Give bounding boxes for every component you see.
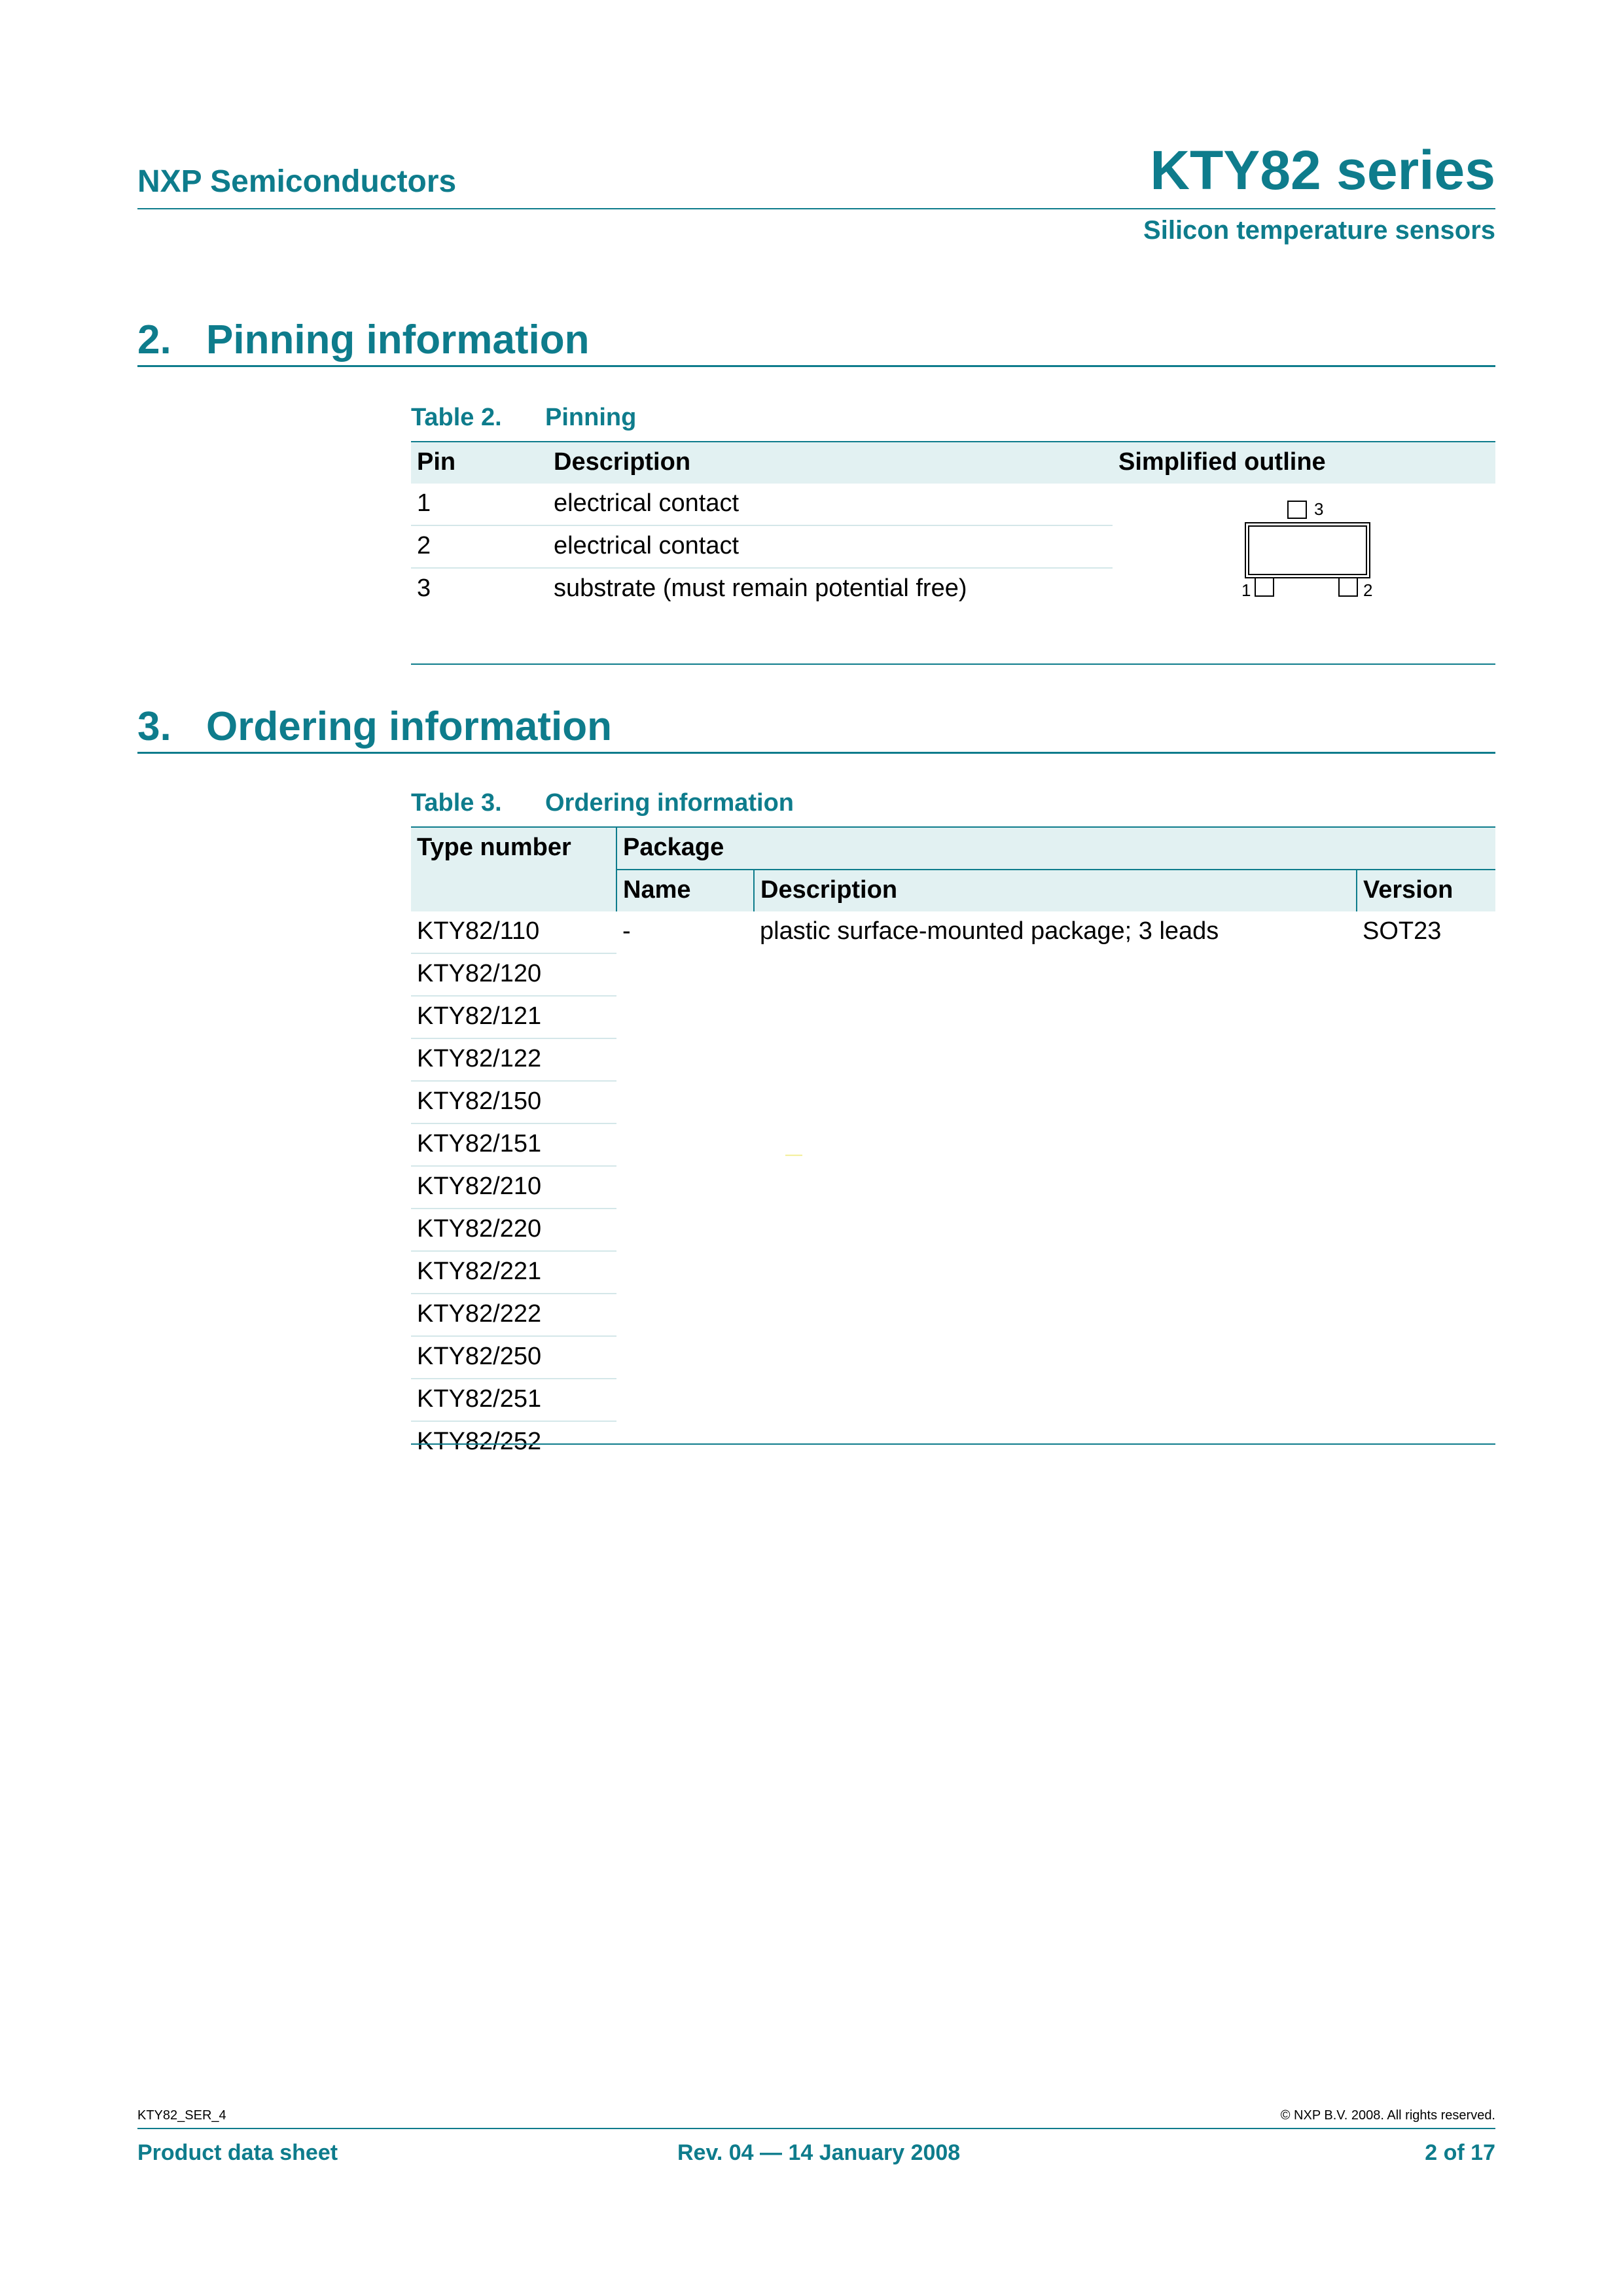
ordering-table bbox=[411, 826, 1495, 1463]
type-number-cell: KTY82/221 bbox=[411, 1251, 616, 1294]
sot23-outline-diagram bbox=[1227, 493, 1397, 637]
column-header-description: Description bbox=[754, 870, 1357, 911]
package-version-cell: SOT23 bbox=[1363, 917, 1442, 945]
package-body bbox=[1245, 523, 1370, 578]
simplified-outline-cell bbox=[1113, 484, 1495, 610]
table-caption-label: Table 3. bbox=[411, 789, 502, 817]
type-number-cell: KTY82/110 bbox=[411, 911, 616, 953]
type-number-cell: KTY82/252 bbox=[417, 1428, 542, 1455]
footer-divider bbox=[137, 2128, 1495, 2129]
table-caption-title: Pinning bbox=[545, 404, 637, 431]
pin1-lead bbox=[1255, 578, 1274, 596]
type-number-cell: KTY82/220 bbox=[411, 1209, 616, 1251]
header-divider bbox=[137, 208, 1495, 209]
pin1-label: 1 bbox=[1241, 580, 1251, 600]
section-heading-ordering bbox=[137, 703, 1495, 754]
type-number-cell: KTY82/210 bbox=[411, 1166, 616, 1209]
company-name: NXP Semiconductors bbox=[137, 164, 457, 199]
section-title: Ordering information bbox=[206, 704, 612, 749]
ordering-table-body bbox=[411, 911, 1495, 1463]
pin-cell: 1 bbox=[411, 484, 548, 525]
type-number-cell: KTY82/222 bbox=[411, 1294, 616, 1336]
type-number-cell: KTY82/122 bbox=[411, 1038, 616, 1081]
pin-description-cell: substrate (must remain potential free) bbox=[554, 574, 967, 602]
footer-document-id: KTY82_SER_4 bbox=[137, 2108, 226, 2123]
pin-description-cell: electrical contact bbox=[548, 484, 1113, 525]
type-number-cell: KTY82/250 bbox=[411, 1336, 616, 1379]
type-number-cell: KTY82/121 bbox=[411, 996, 616, 1038]
pin-description-cell: electrical contact bbox=[548, 525, 1113, 568]
column-header-pin: Pin bbox=[411, 442, 548, 484]
pin-cell: 3 bbox=[417, 574, 431, 602]
document-title: KTY82 series bbox=[1150, 139, 1495, 201]
column-header-name: Name bbox=[616, 870, 754, 911]
section-title: Pinning information bbox=[206, 317, 590, 362]
footer-copyright: © NXP B.V. 2008. All rights reserved. bbox=[1280, 2108, 1495, 2123]
type-number-cell: KTY82/251 bbox=[411, 1379, 616, 1421]
type-number-cell: KTY82/120 bbox=[411, 953, 616, 996]
pin3-lead bbox=[1288, 501, 1306, 518]
section-number: 3. bbox=[137, 704, 171, 749]
faint-watermark-mark: ― bbox=[785, 1144, 802, 1163]
table-bottom-rule bbox=[411, 1443, 1495, 1445]
package-description-cell: plastic surface-mounted package; 3 leads bbox=[760, 917, 1219, 945]
column-header-package: Package bbox=[616, 827, 1495, 870]
package-name-cell: - bbox=[622, 917, 631, 945]
document-subtitle: Silicon temperature sensors bbox=[1143, 216, 1495, 245]
footer-page-number: 2 of 17 bbox=[1425, 2140, 1495, 2165]
column-header-description: Description bbox=[548, 442, 1113, 484]
pinning-table bbox=[411, 441, 1495, 610]
footer-document-type: Product data sheet bbox=[137, 2140, 338, 2165]
pin2-label: 2 bbox=[1363, 580, 1373, 600]
pin2-lead bbox=[1339, 578, 1357, 596]
table-caption-pinning bbox=[411, 404, 636, 432]
table-caption-ordering bbox=[411, 789, 794, 817]
type-number-cell: KTY82/150 bbox=[411, 1081, 616, 1123]
table-caption-label: Table 2. bbox=[411, 404, 502, 431]
pin3-label: 3 bbox=[1314, 499, 1324, 519]
column-header-version: Version bbox=[1357, 870, 1495, 911]
column-header-type-number: Type number bbox=[411, 827, 616, 911]
column-header-outline: Simplified outline bbox=[1113, 442, 1495, 484]
pin-cell: 2 bbox=[411, 525, 548, 568]
table-caption-title: Ordering information bbox=[545, 789, 794, 817]
footer-revision: Rev. 04 — 14 January 2008 bbox=[677, 2140, 961, 2165]
table-bottom-rule bbox=[411, 663, 1495, 665]
section-heading-pinning bbox=[137, 317, 1495, 367]
section-number: 2. bbox=[137, 317, 171, 362]
type-number-cell: KTY82/151 bbox=[411, 1123, 616, 1166]
